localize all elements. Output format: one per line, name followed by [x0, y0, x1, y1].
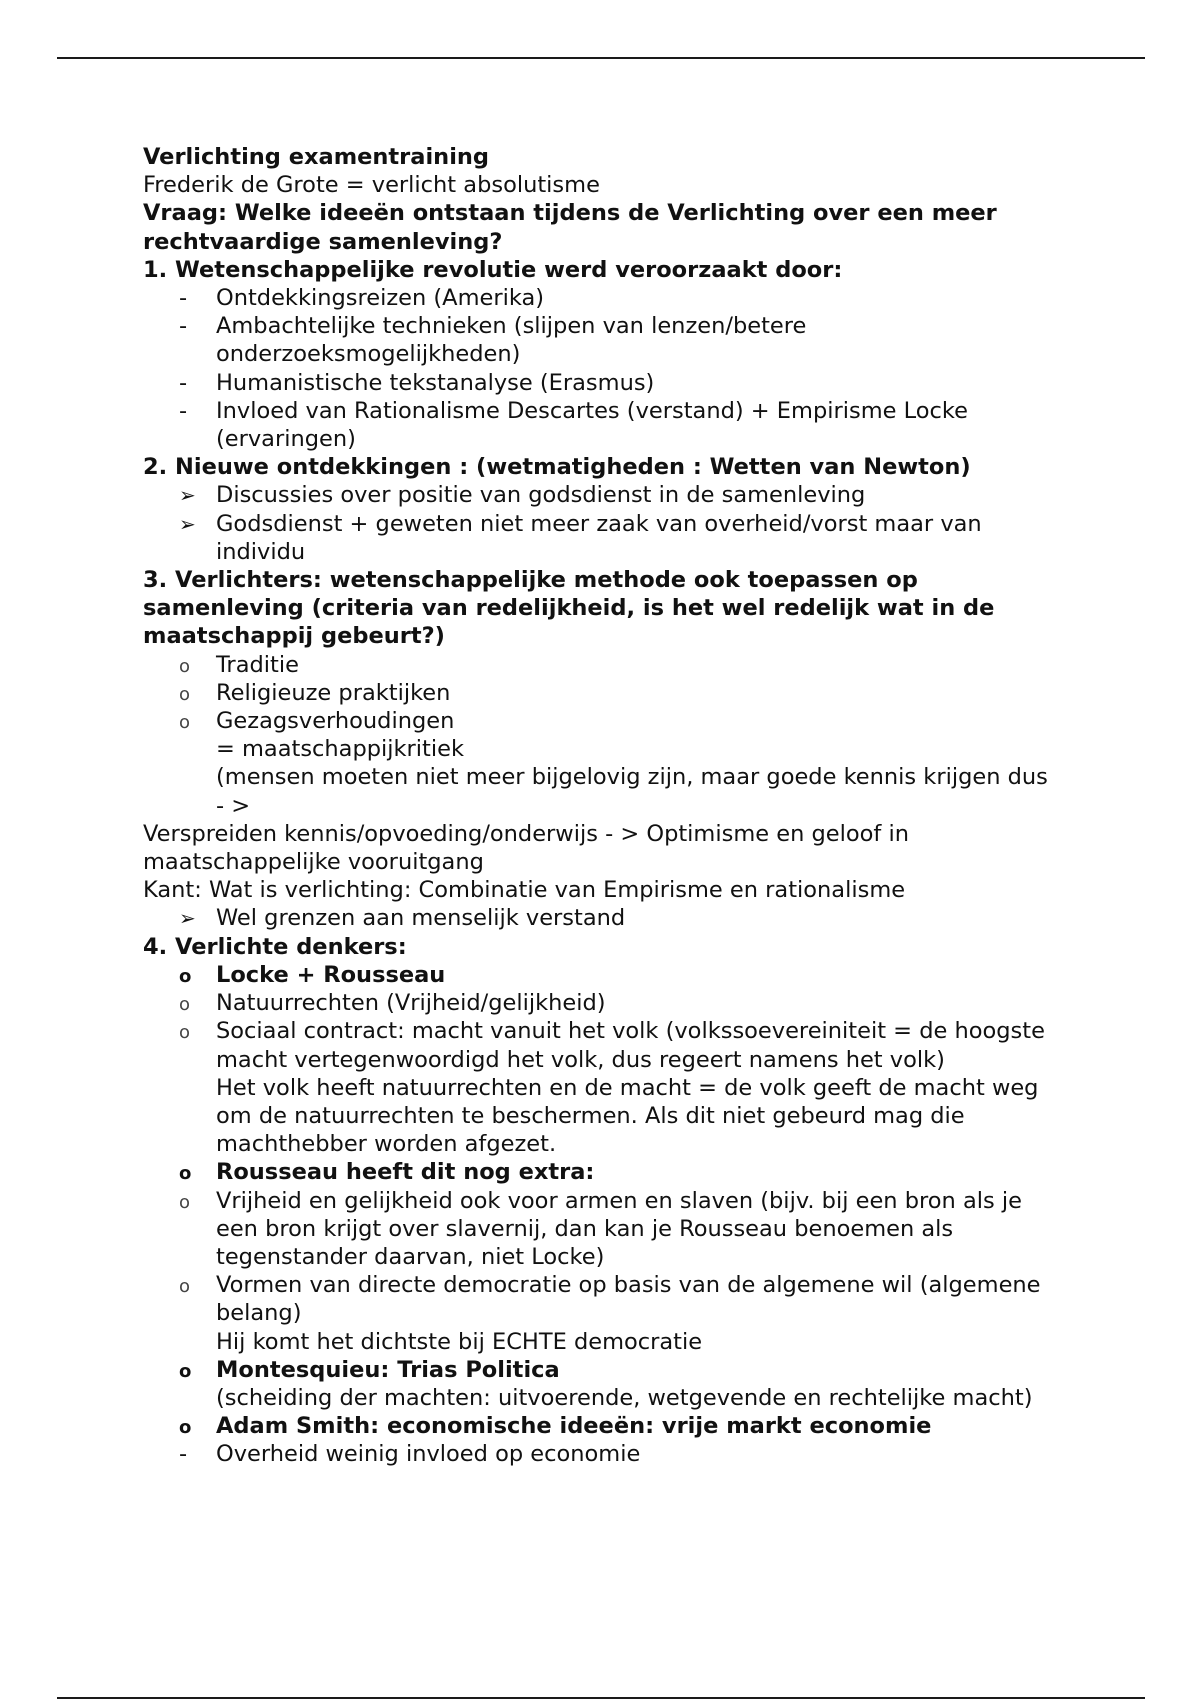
list-item: - Ontdekkingsreizen (Amerika)	[143, 284, 1063, 312]
top-rule	[57, 57, 1145, 59]
circle-bullet-icon	[179, 1158, 209, 1188]
list-item: o Locke + Rousseau	[143, 961, 1063, 989]
arrow-bullet-icon	[179, 904, 209, 932]
spread-knowledge-line: Verspreiden kennis/opvoeding/onderwijs - > Optimisme en geloof in maatschappelijke vooruitgang	[143, 820, 909, 876]
document-body	[143, 143, 1063, 1469]
democracy-note: Hij komt het dichtste bij ECHTE democratie	[216, 1328, 703, 1355]
list-item: o Vrijheid en gelijkheid ook voor armen en slaven (bijv. bij een bron als je een bron krijgt over slavernij, dan kan je Rousseau benoemen als tegenstander daarvan, niet Locke)	[143, 1187, 1063, 1272]
section1-heading: 1. Wetenschappelijke revolutie werd veroorzaakt door:	[143, 256, 843, 283]
list-item: o Religieuze praktijken	[143, 679, 1063, 707]
social-contract-note: Het volk heeft natuurrechten en de macht = de volk geeft de macht weg om de natuurrechten te beschermen. Als dit niet gebeurd mag die machthebber worden afgezet.	[216, 1074, 1039, 1158]
circle-bullet-icon	[179, 679, 209, 709]
list-item: o Gezagsverhoudingen	[143, 707, 1063, 735]
dash-bullet	[179, 1440, 209, 1468]
question: Vraag: Welke ideeën ontstaan tijdens de Verlichting over een meer rechtvaardige samenleving?	[143, 200, 997, 255]
circle-bullet-icon	[179, 989, 209, 1019]
list-item: ➢ Wel grenzen aan menselijk verstand	[143, 904, 1063, 932]
list-item: - Invloed van Rationalisme Descartes (verstand) + Empirisme Locke (ervaringen)	[143, 397, 1063, 453]
list-item: o Natuurrechten (Vrijheid/gelijkheid)	[143, 989, 1063, 1017]
section3-heading: 3. Verlichters: wetenschappelijke methode ook toepassen op samenleving (criteria van redelijkheid, is het wel redelijk wat in de maatschappij gebeurt?)	[143, 567, 995, 650]
list-item: - Ambachtelijke technieken (slijpen van lenzen/betere onderzoeksmogelijkheden)	[143, 312, 1063, 368]
section4-heading: 4. Verlichte denkers:	[143, 933, 407, 960]
knowledge-note: (mensen moeten niet meer bijgelovig zijn, maar goede kennis krijgen dus - >	[216, 764, 1048, 819]
circle-bullet-icon	[179, 1017, 209, 1047]
list-item: - Overheid weinig invloed op economie	[143, 1440, 1063, 1468]
dash-bullet	[179, 312, 209, 340]
list-item: - Humanistische tekstanalyse (Erasmus)	[143, 369, 1063, 397]
list-item: o Adam Smith: economische ideeën: vrije markt economie	[143, 1412, 1063, 1440]
document-title: Verlichting examentraining	[143, 144, 490, 170]
montesquieu-note: (scheiding der machten: uitvoerende, wetgevende en rechtelijke macht)	[216, 1384, 1033, 1411]
circle-bullet-icon	[179, 1187, 209, 1217]
circle-bullet-icon	[179, 1271, 209, 1301]
dash-bullet	[179, 369, 209, 397]
list-item: o Vormen van directe democratie op basis van de algemene wil (algemene belang)	[143, 1271, 1063, 1327]
circle-bullet-icon	[179, 1412, 209, 1442]
circle-bullet-icon	[179, 707, 209, 737]
list-item: ➢ Discussies over positie van godsdienst in de samenleving	[143, 481, 1063, 509]
dash-bullet	[179, 397, 209, 425]
circle-bullet-icon	[179, 651, 209, 681]
list-item: o Rousseau heeft dit nog extra:	[143, 1158, 1063, 1186]
kant-line: Kant: Wat is verlichting: Combinatie van Empirisme en rationalisme	[143, 877, 906, 904]
intro-line: Frederik de Grote = verlicht absolutisme	[143, 172, 600, 199]
circle-bullet-icon	[179, 961, 209, 991]
critique-note: = maatschappijkritiek	[216, 736, 465, 763]
list-item: o Montesquieu: Trias Politica	[143, 1356, 1063, 1384]
bottom-rule	[57, 1697, 1145, 1699]
arrow-bullet-icon	[179, 510, 209, 538]
list-item: o Sociaal contract: macht vanuit het volk (volkssoevereiniteit = de hoogste macht vertegenwoordigd het volk, dus regeert namens het volk)	[143, 1017, 1063, 1073]
circle-bullet-icon	[179, 1356, 209, 1386]
section2-heading: 2. Nieuwe ontdekkingen : (wetmatigheden : Wetten van Newton)	[143, 454, 971, 481]
list-item: o Traditie	[143, 651, 1063, 679]
list-item: ➢ Godsdienst + geweten niet meer zaak van overheid/vorst maar van individu	[143, 510, 1063, 566]
dash-bullet	[179, 284, 209, 312]
arrow-bullet-icon	[179, 481, 209, 509]
